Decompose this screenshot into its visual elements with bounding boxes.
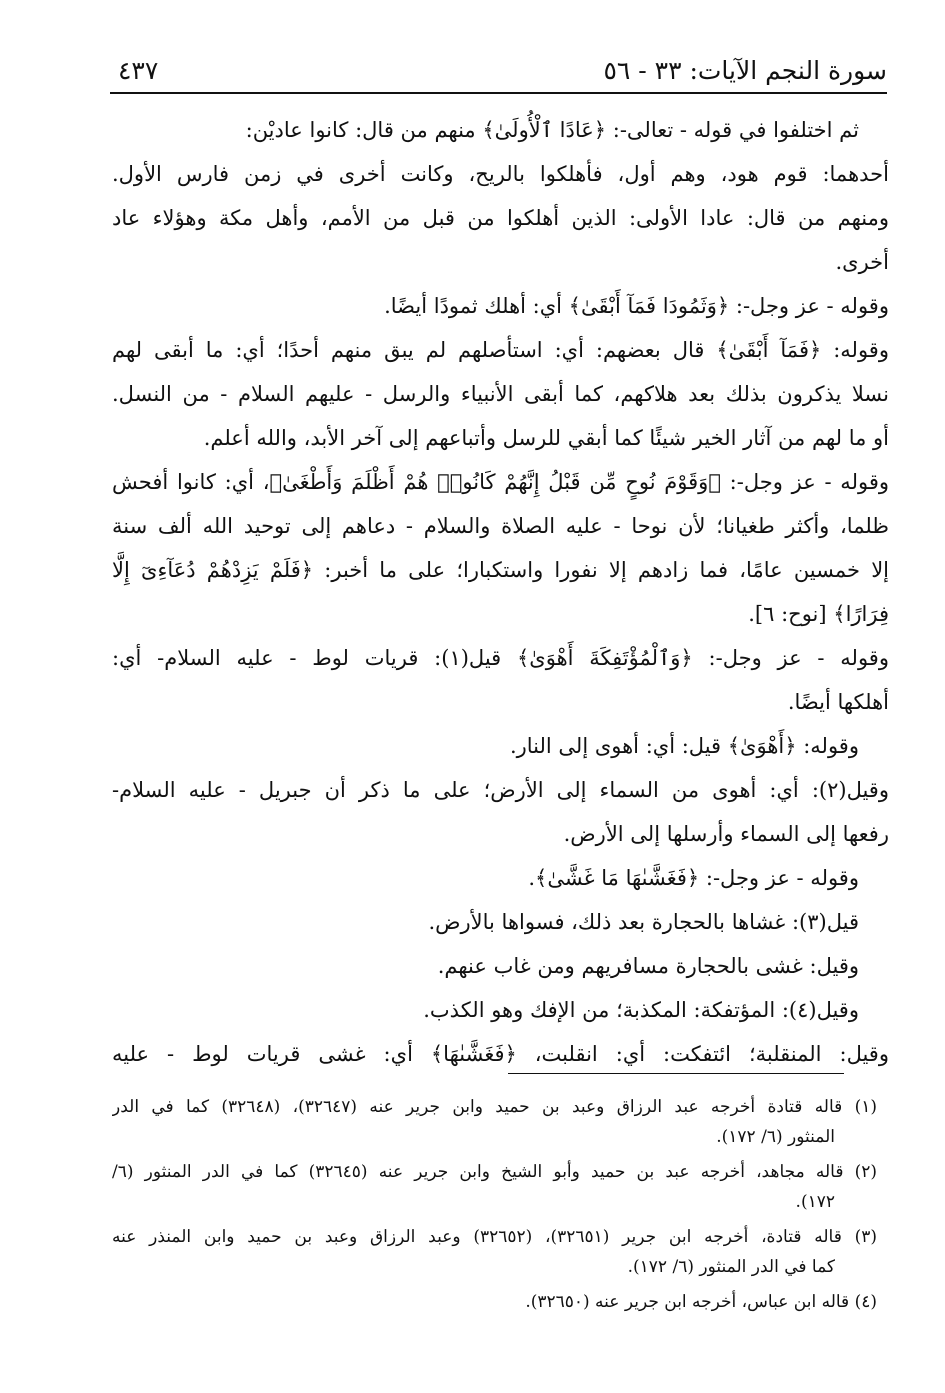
footnote-line: (٣) قاله قتادة، أخرجه ابن جرير (٣٢٦٥١)، (٣٢٦٥٢) وعبد الرزاق وعبد بن حميد وابن المنذر عنه	[112, 1227, 877, 1247]
text-line: وقوله: ﴿فَمَآ أَبْقَىٰ﴾ قال بعضهم: أي: استأصلهم لم يبق منهم أحدًا؛ أي: ما أبقى لهم	[112, 338, 889, 362]
text-line: أحدهما: قوم هود، وهم أول، فأهلكوا بالريح، وكانت أخرى في زمن فارس الأول.	[112, 162, 889, 186]
text-line: وقوله: ﴿أَهْوَىٰ﴾ قيل: أي: أهوى إلى النار.	[509, 734, 859, 758]
footnote-line: (٤) قاله ابن عباس، أخرجه ابن جرير عنه (٣٢٦٥٠).	[525, 1292, 877, 1312]
footnote-line: المنثور (٦/ ١٧٢).	[716, 1127, 835, 1147]
text-line: وقيل: غشى بالحجارة مسافريهم ومن غاب عنهم.	[437, 954, 859, 978]
footnote-line: ١٧٢).	[795, 1192, 835, 1212]
header-rule	[110, 92, 887, 94]
footnote-line: كما في الدر المنثور (٦/ ١٧٢).	[627, 1257, 835, 1277]
main-text	[112, 108, 889, 1076]
text-line: وقيل(٤): المؤتفكة: المكذبة؛ من الإفك وهو الكذب.	[423, 998, 859, 1022]
text-line: وقوله - عز وجل-: ﴿وَقَوْمَ نُوحٍ مِّن قَبْلُ إِنَّهُمْ كَانُوا۟ هُمْ أَظْلَمَ وَأَطْغَىٰ﴾، أي: كانوا أفحش	[112, 470, 889, 494]
text-line: قيل(٣): غشاها بالحجارة بعد ذلك، فسواها بالأرض.	[428, 910, 859, 934]
text-line: وقيل: المنقلبة؛ ائتفكت: أي: انقلبت، ﴿فَغَشَّىٰهَا﴾ أي: غشى قريات لوط - عليه	[112, 1042, 889, 1066]
text-line: فِرَارًا﴾ [نوح: ٦].	[748, 602, 889, 626]
footnote-line: (١) قاله قتادة أخرجه عبد الرزاق وعبد بن حميد وابن جرير عنه (٣٢٦٤٧)، (٣٢٦٤٨) كما في الدر	[112, 1097, 877, 1117]
text-line: وقوله - عز وجل-: ﴿وَثَمُودَا فَمَآ أَبْقَىٰ﴾ أي: أهلك ثمودًا أيضًا.	[384, 294, 889, 318]
text-line: أو ما لهم من آثار الخير شيئًا كما أبقي للرسل وأتباعهم إلى آخر الأبد، والله أعلم.	[203, 426, 889, 450]
footnotes	[112, 1092, 877, 1317]
footnote-line: (٢) قاله مجاهد، أخرجه عبد بن حميد وأبو الشيخ وابن جرير عنه (٣٢٦٤٥) كما في الدر المنثور (٦/	[112, 1162, 877, 1182]
footnote-rule	[508, 1073, 844, 1074]
text-line: أخرى.	[835, 250, 889, 274]
text-line: وقوله - عز وجل-: ﴿وَٱلْمُؤْتَفِكَةَ أَهْوَىٰ﴾ قيل(١): قريات لوط - عليه السلام- أي:	[112, 646, 889, 670]
page-number: ٤٣٧	[118, 56, 159, 85]
text-line: ثم اختلفوا في قوله - تعالى-: ﴿عَادًا ٱلْأُولَىٰ﴾ منهم من قال: كانوا عاديْن:	[245, 118, 859, 142]
header-title: سورة النجم الآيات: ٣٣ - ٥٦	[603, 56, 887, 85]
text-line: وقوله - عز وجل-: ﴿فَغَشَّىٰهَا مَا غَشَّىٰ﴾.	[528, 866, 859, 890]
text-line: رفعها إلى السماء وأرسلها إلى الأرض.	[563, 822, 889, 846]
running-header	[110, 52, 887, 90]
text-line: إلا خمسين عامًا، فما زادهم إلا نفورا واستكبارا؛ على ما أخبر: ﴿فَلَمْ يَزِدْهُمْ دُعَآءِىٓ إِلَّا	[112, 558, 889, 582]
text-line: وقيل(٢): أي: أهوى من السماء إلى الأرض؛ على ما ذكر أن جبريل - عليه السلام-	[112, 778, 889, 802]
text-line: نسلا يذكرون بذلك بعد هلاكهم، كما أبقى الأنبياء والرسل - عليهم السلام - من النسل.	[112, 382, 889, 406]
text-line: ومنهم من قال: عادا الأولى: الذين أهلكوا من قبل من الأمم، وأهل مكة وهؤلاء عاد	[112, 206, 889, 230]
text-line: ظلما، وأكثر طغيانا؛ لأن نوحا - عليه الصلاة والسلام - دعاهم إلى توحيد الله ألف سنة	[112, 514, 889, 538]
text-line: أهلكها أيضًا.	[787, 690, 889, 714]
